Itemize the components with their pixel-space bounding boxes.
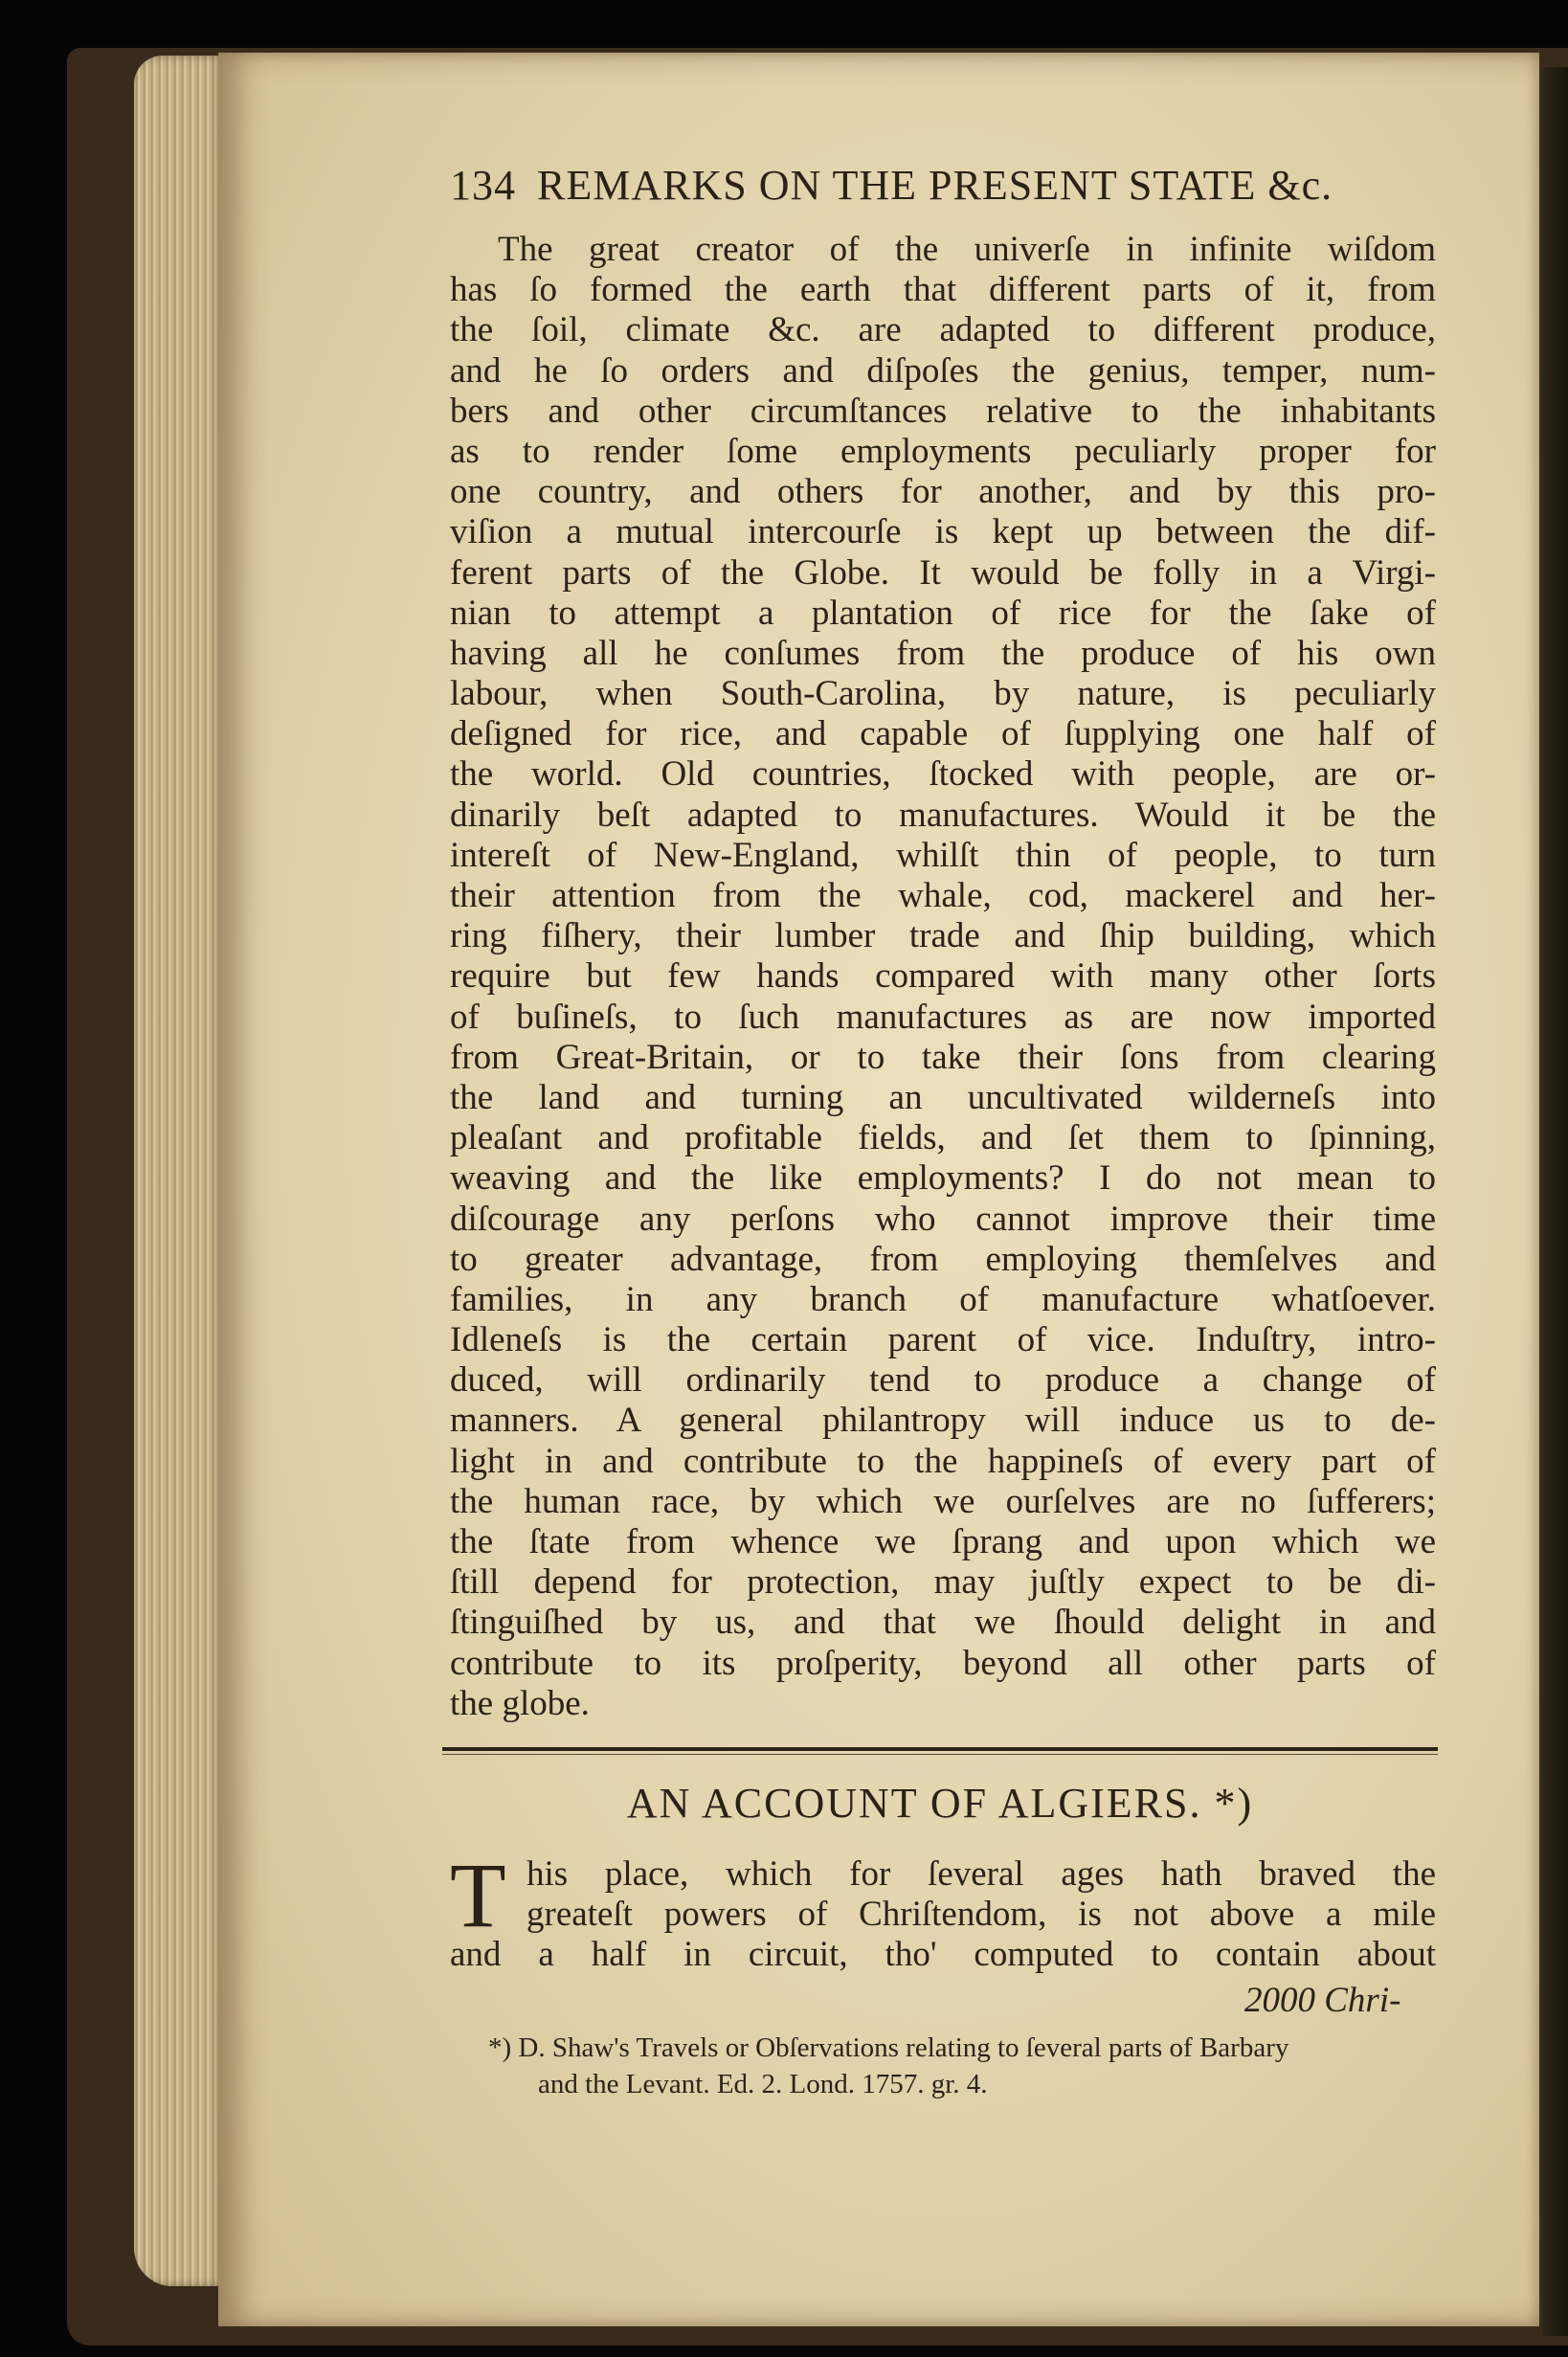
text-line: to greater advantage, from employing themſelves and [450, 1239, 1436, 1279]
text-line: Idleneſs is the certain parent of vice. Induſtry, intro- [450, 1320, 1436, 1360]
text-line: labour, when South-Carolina, by nature, is peculiarly [450, 674, 1436, 714]
text-line: deſigned for rice, and capable of ſupplying one half of [450, 714, 1436, 754]
page-number: 134 [450, 162, 516, 209]
text-line: and he ſo orders and diſpoſes the genius, temper, num- [450, 350, 1436, 391]
running-head [450, 161, 1426, 210]
text-line: the land and turning an uncultivated wilderneſs into [450, 1077, 1436, 1117]
text-line: intereſt of New-England, whilſt thin of people, to turn [450, 835, 1436, 875]
text-line: as to render ſome employments peculiarly proper for [450, 431, 1436, 471]
text-line: greateſt powers of Chriſtendom, is not above a mile [526, 1895, 1436, 1935]
text-line: has ſo formed the earth that different parts of it, from [450, 270, 1436, 310]
text-line: having all he conſumes from the produce of his own [450, 633, 1436, 673]
text-line: from Great-Britain, or to take their ſons from clearing [450, 1037, 1436, 1077]
text-line: duced, will ordinarily tend to produce a change of [450, 1360, 1436, 1401]
text-line: the world. Old countries, ſtocked with people, are or- [450, 754, 1436, 795]
text-line: contribute to its proſperity, beyond all other parts of [450, 1643, 1436, 1683]
text-line: of buſineſs, to ſuch manufactures as are now imported [450, 997, 1436, 1037]
text-line: weaving and the like employments? I do not mean to [450, 1158, 1436, 1199]
text-line: The great creator of the univerſe in infinite wiſdom [498, 230, 1436, 269]
drop-cap: T [450, 1844, 506, 1946]
text-line: light in and contribute to the happineſs of every part of [450, 1441, 1436, 1481]
main-paragraph [450, 230, 1436, 1724]
section-divider-thin [442, 1754, 1438, 1755]
footnote-line: *) D. Shaw's Travels or Obſervations relating to ſeveral parts of Barbary [488, 2032, 1289, 2063]
text-line: the ſtate from whence we ſprang and upon which we [450, 1522, 1436, 1561]
text-line: ring fiſhery, their lumber trade and ſhip building, which [450, 916, 1436, 956]
catchword: 2000 Chri- [1244, 1981, 1401, 2020]
running-title: REMARKS ON THE PRESENT STATE &c. [537, 162, 1333, 209]
facing-page-edge [1543, 67, 1568, 2336]
section-body [450, 1854, 1436, 1976]
page-edges [134, 56, 225, 2286]
text-line: the ſoil, climate &c. are adapted to different produce, [450, 310, 1436, 350]
text-line: the human race, by which we ourſelves are no ſufferers; [450, 1481, 1436, 1521]
text-line: one country, and others for another, and by this pro- [450, 472, 1436, 512]
text-line: ferent parts of the Globe. It would be folly in a Virgi- [450, 552, 1436, 593]
text-line: and a half in circuit, tho' computed to contain about [450, 1935, 1436, 1975]
footnote-line: and the Levant. Ed. 2. Lond. 1757. gr. 4. [538, 2069, 988, 2099]
text-line: ſtinguiſhed by us, and that we ſhould delight in and [450, 1603, 1436, 1643]
text-line: dinarily beſt adapted to manufactures. Would it be the [450, 795, 1436, 835]
text-line: bers and other circumſtances relative to the inhabitants [450, 391, 1436, 431]
text-line: viſion a mutual intercourſe is kept up between the dif- [450, 512, 1436, 552]
text-line: his place, which for ſeveral ages hath braved the [526, 1854, 1436, 1894]
text-line: nian to attempt a plantation of rice for the ſake of [450, 593, 1436, 633]
text-line: their attention from the whale, cod, mackerel and her- [450, 876, 1436, 915]
text-line: pleaſant and profitable fields, and ſet them to ſpinning, [450, 1118, 1436, 1158]
text-line: require but few hands compared with many other ſorts [450, 956, 1436, 997]
text-line: ſtill depend for protection, may juſtly expect to be di- [450, 1562, 1436, 1603]
text-line: the globe. [450, 1683, 590, 1723]
footnote [488, 2030, 1445, 2102]
text-line: manners. A general philantropy will induce us to de- [450, 1401, 1436, 1441]
text-line: families, in any branch of manufacture whatſoever. [450, 1279, 1436, 1319]
section-title: AN ACCOUNT OF ALGIERS. *) [626, 1780, 1254, 1827]
section-divider [442, 1747, 1438, 1751]
text-line: diſcourage any perſons who cannot improve their time [450, 1199, 1436, 1239]
